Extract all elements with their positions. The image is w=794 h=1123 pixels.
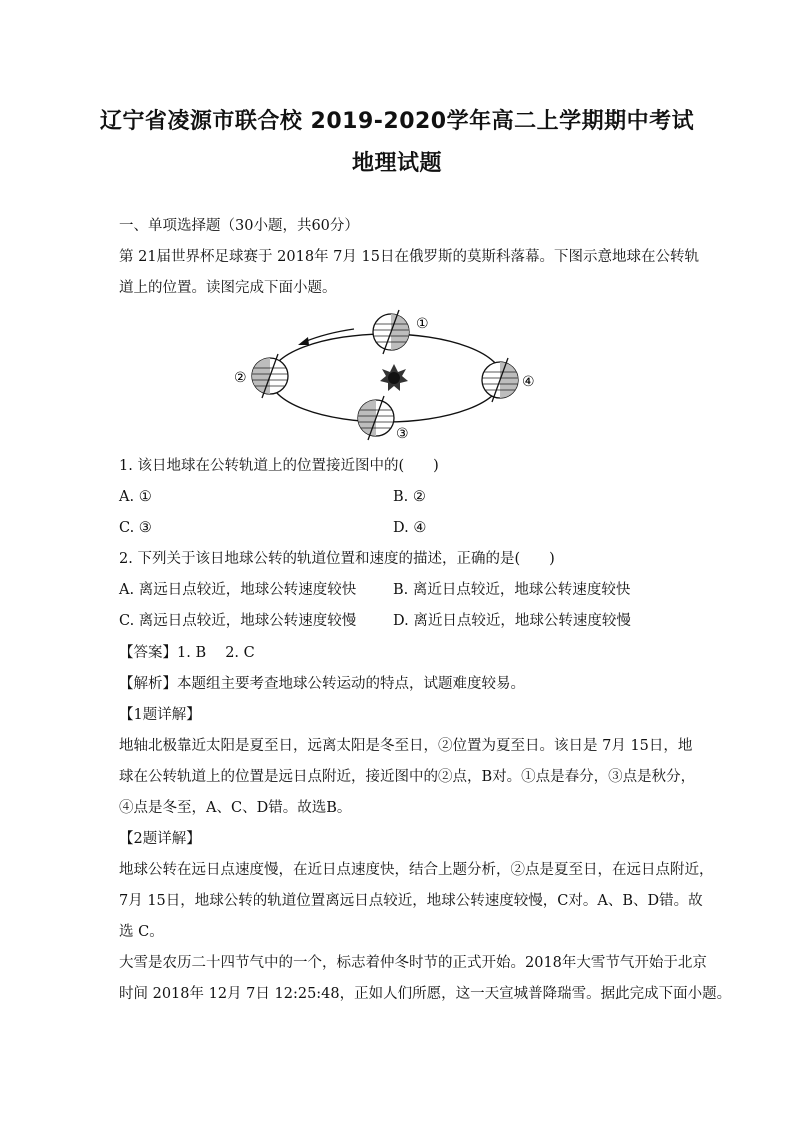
earth-orbit-diagram [226, 306, 546, 446]
question-1-option-a: A. ① [119, 489, 152, 505]
exam-title: 辽宁省凌源市联合校 2019-2020学年高二上学期期中考试 [99, 109, 695, 134]
marker-4: ④ [522, 374, 535, 390]
detail-1-line-2: 球在公转轨道上的位置是远日点附近，接近图中的②点，B对。①点是春分，③点是秋分， [119, 769, 696, 785]
detail-1-heading: 【1题详解】 [119, 707, 201, 723]
marker-2: ② [234, 370, 247, 386]
question-2-stem: 2. 下列关于该日地球公转的轨道位置和速度的描述，正确的是( ) [119, 551, 555, 567]
question-2-option-c: C. 离远日点较近，地球公转速度较慢 [119, 613, 357, 629]
passage-line-2: 时间 2018年 12月 7日 12:25:48，正如人们所愿，这一天宣城普降瑞雪。据此完成下面小题。 [119, 986, 732, 1002]
marker-1: ① [416, 316, 429, 332]
detail-2-line-2: 7月 15日，地球公转的轨道位置离远日点较近，地球公转速度较慢，C对。A、B、D错。故 [119, 893, 703, 909]
earth-position-4 [482, 358, 518, 402]
detail-1-line-1: 地轴北极靠近太阳是夏至日，远离太阳是冬至日，②位置为夏至日。该日是 7月 15日，地 [119, 738, 693, 754]
question-1-option-c: C. ③ [119, 520, 152, 536]
question-2-option-b: B. 离近日点较近，地球公转速度较快 [393, 582, 631, 598]
passage-line-1: 大雪是农历二十四节气中的一个，标志着仲冬时节的正式开始。2018年大雪节气开始于北京 [119, 955, 707, 971]
marker-3: ③ [396, 426, 409, 442]
earth-position-3 [358, 396, 394, 440]
detail-2-heading: 【2题详解】 [119, 831, 201, 847]
detail-1-line-3: ④点是冬至，A、C、D错。故选B。 [119, 800, 352, 816]
earth-position-2 [252, 354, 288, 398]
question-2-option-a: A. 离远日点较近，地球公转速度较快 [119, 582, 357, 598]
detail-2-line-3: 选 C。 [119, 924, 164, 940]
question-1-option-b: B. ② [393, 489, 426, 505]
question-2-option-d: D. 离近日点较近，地球公转速度较慢 [393, 613, 631, 629]
detail-2-line-1: 地球公转在远日点速度慢，在近日点速度快，结合上题分析，②点是夏至日，在远日点附近， [119, 862, 714, 878]
section-heading: 一、单项选择题（30小题，共60分） [119, 218, 359, 234]
answer-line: 【答案】1. B 2. C [119, 645, 255, 661]
intro-line-1: 第 21届世界杯足球赛于 2018年 7月 15日在俄罗斯的莫斯科落幕。下图示意地球在公转轨 [119, 249, 699, 265]
exam-subtitle: 地理试题 [351, 151, 442, 176]
sun-icon [380, 364, 408, 391]
earth-position-1 [373, 310, 409, 354]
intro-line-2: 道上的位置。读图完成下面小题。 [119, 280, 337, 296]
analysis-line: 【解析】本题组主要考查地球公转运动的特点，试题难度较易。 [119, 676, 525, 692]
question-1-stem: 1. 该日地球在公转轨道上的位置接近图中的( ) [119, 458, 439, 474]
question-1-option-d: D. ④ [393, 520, 427, 536]
